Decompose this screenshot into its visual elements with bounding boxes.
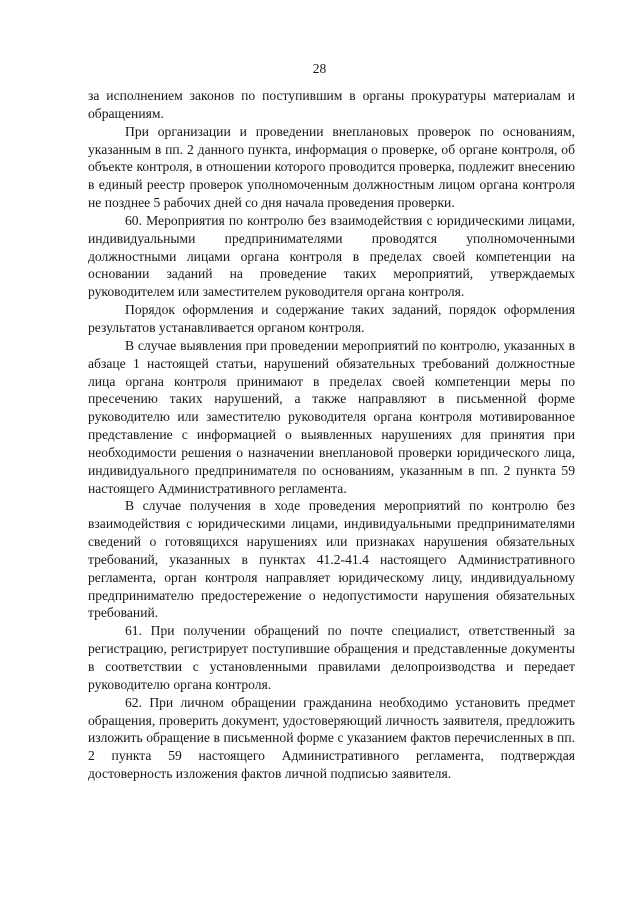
paragraph-violations-detected: В случае выявления при проведении мероприятий по контролю, указанных в абзаце 1 настоящей статьи, нарушений обязательных требований должностные лица органа контроля принимают в пределах своей компетенции меры по пресечению таких нарушений, а также направляют в письменной форме руководителю или заместителю руководителя органа контроля мотивированное представление с информацией о выявленных нарушениях для принятия при необходимости решения о назначении внеплановой проверки юридического лица, индивидуального предпринимателя по основаниям, указанным в пп. 2 пункта 59 настоящего Административного регламента. [88,337,575,496]
paragraph-continuation: за исполнением законов по поступившим в органы прокуратуры материалам и обращениям. [88,88,575,121]
body-text [88,87,575,783]
paragraph-item-61: 61. При получении обращений по почте специалист, ответственный за регистрацию, регистрирует поступившие обращения и представленные документы в соответствии с установленными правилами делопроизводства и передает руководителю органа контроля. [88,623,575,692]
page-number: 28 [312,61,327,76]
paragraph-item-62: 62. При личном обращении гражданина необходимо установить предмет обращения, проверить документ, удостоверяющий личность заявителя, предложить изложить обращение в письменной форме с указанием фактов перечисленных в пп. 2 пункта 59 настоящего Административного регламента, подтверждая достоверность изложения фактов личной подписью заявителя. [88,694,575,782]
paragraph-task-procedure: Порядок оформления и содержание таких заданий, порядок оформления результатов устанавливается органом контроля. [88,302,575,335]
paragraph-warning: В случае получения в ходе проведения мероприятий по контролю без взаимодействия с юридическими лицами, индивидуальными предпринимателями сведений о готовящихся нарушениях или признаках нарушения обязательных требований, указанных в пунктах 41.2-41.4 настоящего Административного регламента, орган контроля направляет юридическому лицу, индивидуальному предпринимателю предостережение о недопустимости нарушения обязательных требований. [88,498,575,621]
paragraph-unscheduled-inspections: При организации и проведении внеплановых проверок по основаниям, указанным в пп. 2 данного пункта, информация о проверке, об органе контроля, об объекте контроля, в отношении которого проводится проверка, подлежит внесению в единый реестр проверок уполномоченным должностным лицом органа контроля не позднее 5 рабочих дней со дня начала проведения проверки. [88,123,575,211]
paragraph-item-60: 60. Мероприятия по контролю без взаимодействия с юридическими лицами, индивидуальными предпринимателями проводятся уполномоченными должностными лицами органа контроля в пределах своей компетенции на основании заданий на проведение таких мероприятий, утверждаемых руководителем или заместителем руководителя органа контроля. [88,212,575,300]
